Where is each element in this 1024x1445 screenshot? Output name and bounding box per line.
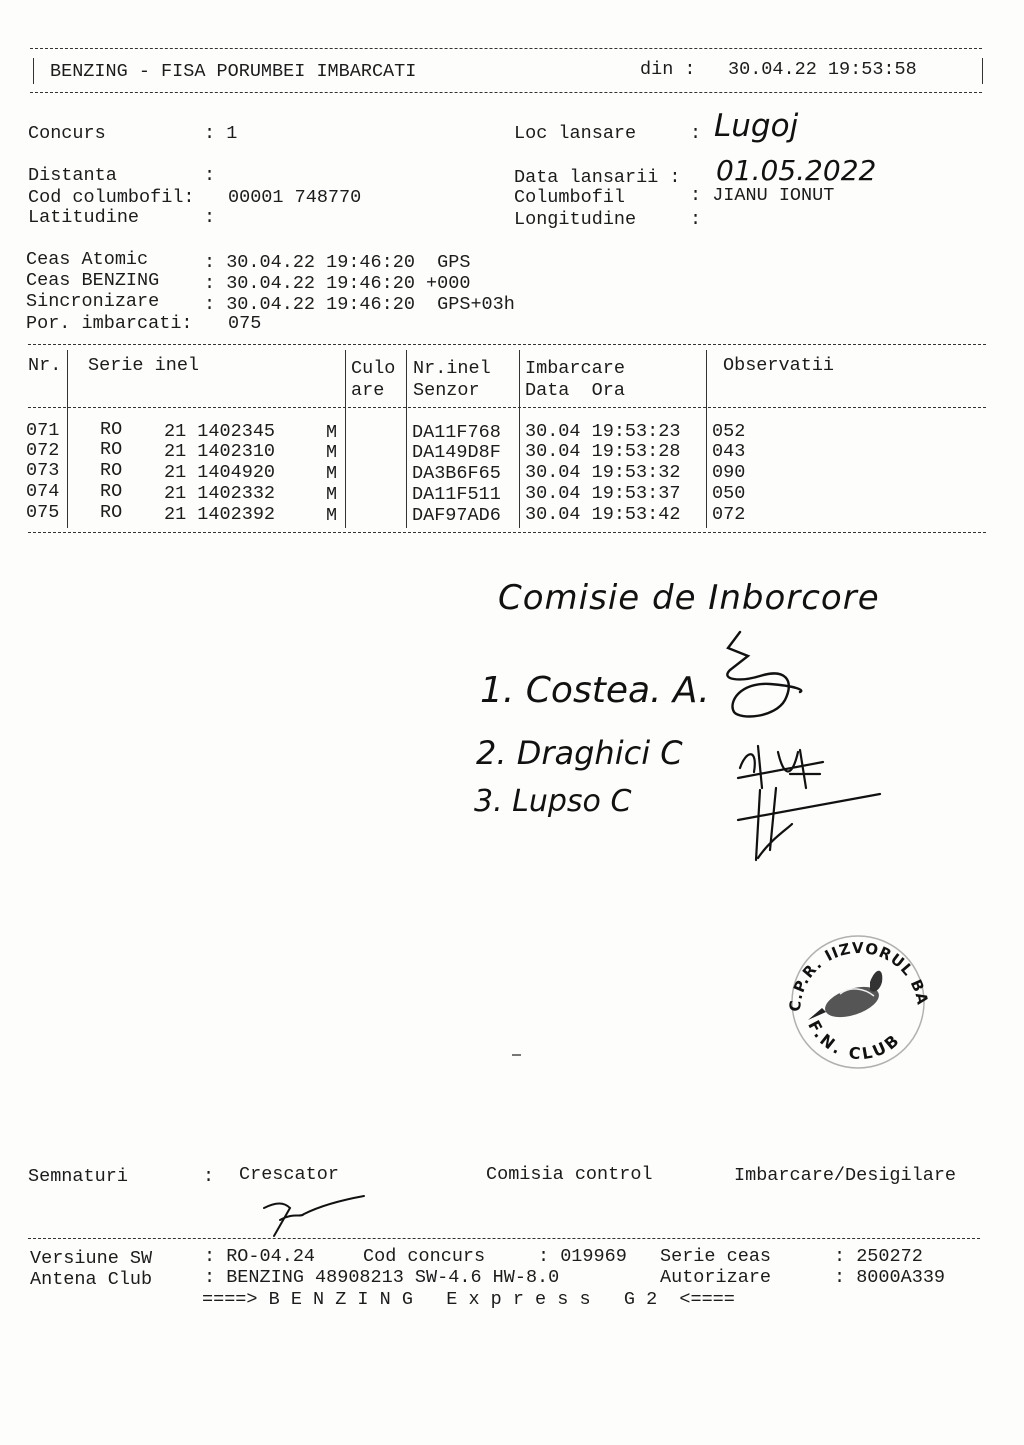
distanta-colon: :	[204, 165, 216, 186]
cell-ring: 21 1402310	[164, 441, 276, 462]
crescator-signature	[260, 1192, 370, 1242]
ceas-atomic-value: : 30.04.22 19:46:20 GPS	[204, 252, 471, 273]
cell-country: RO	[100, 439, 123, 460]
cell-datetime: 30.04 19:53:28	[525, 441, 681, 462]
brand-line: ====> B E N Z I N G E x p r e s s G 2 <====	[202, 1289, 735, 1310]
commission-member-1: 1. Costea. A.	[480, 670, 710, 711]
col-header-imbarcare-1: Imbarcare	[525, 358, 625, 379]
header-bottom-rule	[30, 92, 982, 93]
cod-columbofil-label: Cod columbofil:	[28, 187, 195, 208]
serie-ceas-value: : 250272	[834, 1246, 923, 1267]
header-right-edge	[982, 58, 983, 84]
cell-sex: M	[326, 422, 338, 443]
commission-member-2: 2. Draghici C	[476, 734, 683, 772]
header-datetime: 30.04.22 19:53:58	[728, 59, 917, 80]
distanta-label: Distanta	[28, 165, 117, 186]
commission-member-3: 3. Lupso C	[474, 784, 632, 819]
header-din-label: din :	[640, 59, 696, 80]
semnaturi-colon: :	[203, 1166, 215, 1187]
concurs-value: : 1	[204, 123, 238, 144]
semnaturi-label: Semnaturi	[28, 1166, 128, 1187]
table-col-sep	[345, 350, 346, 528]
concurs-label: Concurs	[28, 123, 106, 144]
table-col-sep	[67, 350, 68, 528]
latitudine-colon: :	[204, 207, 216, 228]
longitudine-colon: :	[690, 209, 702, 230]
cod-concurs-label: Cod concurs	[363, 1246, 486, 1267]
cell-country: RO	[100, 481, 123, 502]
signature-3	[730, 780, 890, 870]
loc-lansare-colon: :	[690, 123, 702, 144]
antena-value: : BENZING 48908213 SW-4.6 HW-8.0	[204, 1267, 560, 1288]
signature-1	[700, 620, 830, 730]
cell-sex: M	[326, 484, 338, 505]
cell-obs: 043	[712, 441, 746, 462]
loc-lansare-handwritten: Lugoj	[714, 108, 799, 144]
cell-sensor: DA3B6F65	[412, 463, 501, 484]
cell-sex: M	[326, 505, 338, 526]
cell-obs: 050	[712, 483, 746, 504]
col-header-imbarcare-2: Data Ora	[525, 380, 625, 401]
table-top-rule	[28, 344, 986, 345]
latitudine-label: Latitudine	[28, 207, 140, 228]
imbarcare-desigilare-label: Imbarcare/Desigilare	[734, 1165, 957, 1186]
cell-country: RO	[100, 419, 123, 440]
columbofil-label: Columbofil	[514, 187, 626, 208]
cell-sensor: DA11F511	[412, 484, 501, 505]
cell-datetime: 30.04 19:53:42	[525, 504, 681, 525]
cell-obs: 072	[712, 504, 746, 525]
por-imbarcati-label: Por. imbarcati:	[26, 313, 193, 334]
cell-sensor: DAF97AD6	[412, 505, 501, 526]
col-header-nr: Nr.	[28, 355, 62, 376]
ceas-benzing-label: Ceas BENZING	[26, 270, 160, 291]
cell-obs: 052	[712, 421, 746, 442]
cod-concurs-value: : 019969	[538, 1246, 627, 1267]
cell-nr: 075	[26, 502, 60, 523]
footer-rule	[28, 1238, 980, 1239]
crescator-label: Crescator	[239, 1164, 339, 1185]
autorizare-value: : 8000A339	[834, 1267, 946, 1288]
scan-speck	[512, 1054, 521, 1056]
table-bottom-rule	[28, 532, 986, 533]
cell-sex: M	[326, 463, 338, 484]
header-top-rule	[30, 48, 982, 49]
cell-sex: M	[326, 442, 338, 463]
table-col-sep	[519, 350, 520, 528]
col-header-culoare-2: are	[351, 380, 385, 401]
antena-label: Antena Club	[30, 1269, 153, 1290]
cell-country: RO	[100, 460, 123, 481]
loc-lansare-label: Loc lansare	[514, 123, 637, 144]
club-stamp	[771, 910, 938, 1074]
cell-ring: 21 1402345	[164, 421, 276, 442]
cell-sensor: DA11F768	[412, 422, 501, 443]
cell-nr: 072	[26, 440, 60, 461]
versiune-label: Versiune SW	[30, 1248, 153, 1269]
cell-country: RO	[100, 502, 123, 523]
data-lansarii-label: Data lansarii :	[514, 167, 681, 188]
cell-datetime: 30.04 19:53:32	[525, 462, 681, 483]
cell-nr: 071	[26, 420, 60, 441]
serie-ceas-label: Serie ceas	[660, 1246, 772, 1267]
page-title: BENZING - FISA PORUMBEI IMBARCATI	[50, 61, 417, 82]
ceas-atomic-label: Ceas Atomic	[26, 249, 149, 270]
por-imbarcati-value: 075	[228, 313, 262, 334]
table-col-sep	[706, 350, 707, 528]
col-header-serie: Serie inel	[88, 355, 200, 376]
pigeon-icon	[808, 971, 883, 1023]
commission-title: Comisie de Inborcore	[498, 578, 880, 618]
data-lansarii-handwritten: 01.05.2022	[716, 154, 877, 187]
col-header-nrinel-1: Nr.inel	[413, 358, 491, 379]
autorizare-label: Autorizare	[660, 1267, 772, 1288]
longitudine-label: Longitudine	[514, 209, 637, 230]
columbofil-value: : JIANU IONUT	[690, 185, 835, 206]
table-col-sep	[406, 350, 407, 528]
cell-nr: 074	[26, 481, 60, 502]
col-header-observatii: Observatii	[723, 355, 835, 376]
sincronizare-label: Sincronizare	[26, 291, 160, 312]
cell-sensor: DA149D8F	[412, 442, 501, 463]
cell-obs: 090	[712, 462, 746, 483]
cell-ring: 21 1404920	[164, 462, 276, 483]
sincronizare-value: : 30.04.22 19:46:20 GPS+03h	[204, 294, 515, 315]
cell-ring: 21 1402332	[164, 483, 276, 504]
col-header-nrinel-2: Senzor	[413, 380, 480, 401]
cell-nr: 073	[26, 460, 60, 481]
versiune-value: : RO-04.24	[204, 1246, 316, 1267]
ceas-benzing-value: : 30.04.22 19:46:20 +000	[204, 273, 471, 294]
cell-datetime: 30.04 19:53:37	[525, 483, 681, 504]
header-left-edge	[33, 58, 34, 84]
cell-datetime: 30.04 19:53:23	[525, 421, 681, 442]
cell-ring: 21 1402392	[164, 504, 276, 525]
col-header-culoare-1: Culo	[351, 358, 396, 379]
stamp-text-top: C.P.R. IIZVORUL BARZII	[771, 910, 932, 1013]
comisia-control-label: Comisia control	[486, 1164, 653, 1185]
cod-columbofil-value: 00001 748770	[228, 187, 362, 208]
stamp-text-bottom: F.N. CLUB	[804, 1017, 905, 1064]
table-header-rule	[28, 407, 986, 408]
